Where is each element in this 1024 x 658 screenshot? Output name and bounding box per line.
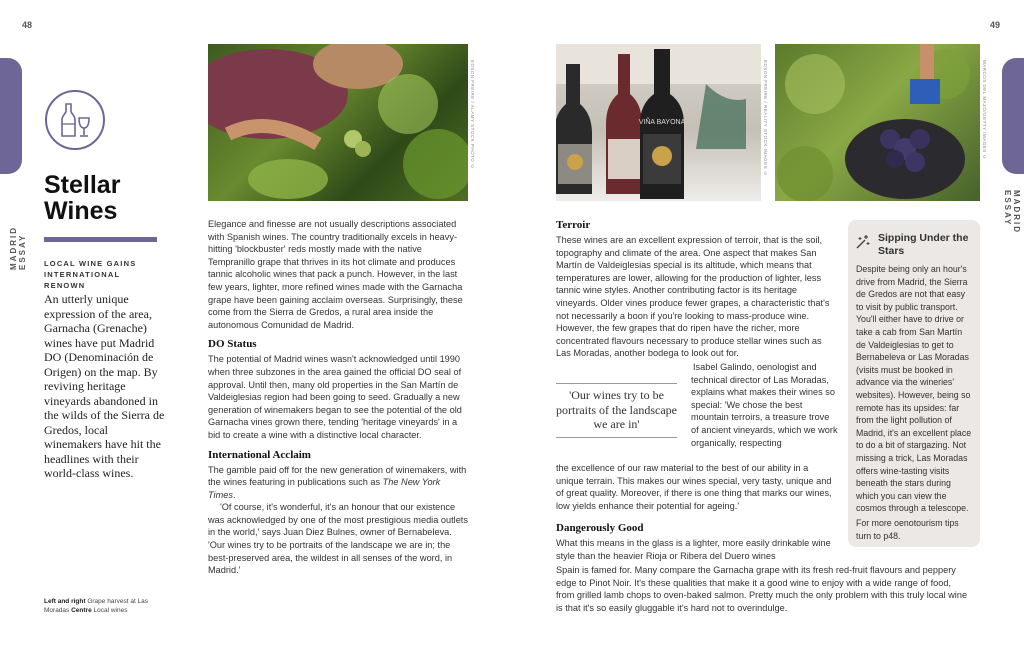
- pull-quote-rule-top: [556, 383, 677, 384]
- col2-paragraph-3b: Spain is famed for. Many compare the Garnacha grape with its fresh red-fruit flavours and peppery edge to Pinot Noir. It's these qualities that make it a good wine to enjoy with a wide range of food, from grilled lamb chops to oven-baked salmon. Pretty much the only problem with this truly local wine is that it's so easily gluggable it's hard not to overindulge.: [556, 565, 968, 613]
- sparkles-icon: [855, 234, 871, 250]
- photo-grape-crate: [775, 44, 980, 201]
- bottle-label-text: VIÑA BAYONA: [638, 119, 686, 126]
- col1-paragraph-1: Elegance and finesse are not usually descriptions associated with Spanish wines. The country traditionally excels in heavy-hitting 'blockbuster' reds mostly made with the native Tempranillo grape that thrives in its hot climate and produces tannic alcoholic wines that pack a punch. However, in the last few years, lighter, more refined wines made with the Garnacha grape have been gaining acclaim overseas. Surprisingly, these come from the Sierra de Gredos, a rural area inside the autonomous Comunidad de Madrid.: [208, 219, 463, 330]
- pull-quote-rule-bottom: [556, 437, 677, 438]
- page-number-right: 49: [990, 20, 1001, 30]
- wine-bottle-glass-icon: [45, 90, 105, 150]
- caption-bold-1: Left and right: [44, 598, 86, 605]
- photo-caption: [44, 597, 174, 615]
- column-1: [208, 218, 470, 577]
- heading-international-acclaim: International Acclaim: [208, 448, 311, 461]
- col2-paragraph-2b: the excellence of our raw material to the best of our ability in a unique terrain. This makes our wines special, very tasty, unique and of great quality. Moreover, if there is one thing that marks our wines, low yields enhance their potential for ageing.': [556, 463, 832, 511]
- sidebar-paragraph-1: Despite being only an hour's drive from Madrid, the Sierra de Gredos are not that easy to visit by public transport. You'll either have to drive or take a cab from San Martín de Valdeiglesias to get to Bernabeleva or Las Moradas (visits must be booked in advance via the wineries' websites). However, being so remote has its upsides: far from the light pollution of Madrid, it's an excellent place to do a bit of stargazing. Not missing a trick, Las Moradas offers wine-tasting visits beneath the stars during which you can view the cosmos through a telescope.: [856, 264, 972, 514]
- col1-p3-end: .: [232, 489, 236, 500]
- photo-grape-harvest: [208, 44, 468, 201]
- sidebar-paragraph-2: For more oenotourism tips turn to p48.: [856, 518, 959, 541]
- section-tab-left: [0, 58, 22, 174]
- photo-wine-bottles: [556, 44, 761, 201]
- col1-paragraph-3: [208, 464, 470, 502]
- heading-dangerously-good: Dangerously Good: [556, 522, 644, 534]
- col1-p3-text: The gamble paid off for the new generation of winemakers, with the wines featuring in publications such as: [208, 464, 467, 488]
- article-title: Stellar Wines: [44, 171, 121, 225]
- sidebar-title: Sipping Under the Stars: [878, 232, 969, 257]
- kicker: LOCAL WINE GAINS INTERNATIONAL RENOWN: [44, 259, 137, 290]
- section-label-right: MADRID ESSAY: [1003, 190, 1021, 234]
- section-tab-right: [1002, 58, 1024, 174]
- intro-text: An utterly unique expression of the area, Garnacha (Grenache) wines have put Madrid DO (Denominación de Origen) on the map. By reviving heritage vineyards abandoned in the wilds of the Sierra de Gredos, local winemakers have hit the headlines with their world-class wines.: [44, 292, 165, 480]
- caption-text-2: Local wines: [91, 607, 128, 614]
- col1-p3-publication: The New York Times: [208, 477, 441, 500]
- section-label-left: MADRID ESSAY: [9, 226, 27, 270]
- heading-do-status: DO Status: [208, 338, 257, 351]
- col2-paragraph-1: These wines are an excellent expression of terroir, that is the soil, topography and climate of the area. One aspect that makes San Martín de Valdeiglesias special is its altitude, which means that temperatures are lower, allowing for the production of lighter, less tannic wine styles. Another contributing factor is its heritage vineyards. Older vines produce fewer grapes, a characteristic that's not necessarily a boon if you're looking to mass-produce wine. However, the few grapes that do ripen have the richer, more concentrated flavours necessary to produce stellar wines such as Las Moradas, another bodega to look out for.: [556, 235, 830, 359]
- caption-text-1: Grape harvest at Las Moradas: [44, 598, 149, 614]
- photo-credit-3: MARCOS DEL MAZO/GETTY IMAGES ©: [982, 60, 987, 161]
- photo-credit-2: EDSON FREIRE / REALITY STOCK IMAGES ©: [763, 60, 768, 177]
- caption-bold-2: Centre: [71, 607, 92, 614]
- photo-credit-1: EDSON FREIRE / ALAMY STOCK PHOTO ©: [470, 60, 475, 170]
- page-number-left: 48: [22, 20, 33, 30]
- pull-quote: 'Our wines try to be portraits of the landscape we are in': [556, 388, 677, 431]
- col2-paragraph-3: What this means in the glass is a lighter, more easily drinkable wine style than the heavier Rioja or Ribera del Duero wines: [556, 538, 831, 561]
- col2-p2-text: Isabel Galindo, oenologist and technical director of Las Moradas, explains what makes their wines so special: 'We chose the best mountain terroirs, a treasure trove of ancient vineyards, which we work organically, respecting: [691, 362, 838, 448]
- column-2: [556, 218, 838, 360]
- col1-paragraph-4: 'Of course, it's wonderful, it's an honour that our existence was acknowledged by one of the most prestigious media outlets in the world,' says Juan Diez Bulnes, owner of Bernabeleva. 'Our wines try to be portraits of the landscape we are in; the best-preserved area, the wildest in all senses of the word, in Madrid.': [208, 502, 468, 576]
- column-2-lower: [556, 521, 838, 562]
- title-rule: [44, 237, 157, 242]
- col1-paragraph-2: The potential of Madrid wines wasn't acknowledged until 1990 when three subzones in the area gained the official DO seal of approval. Until then, many old properties in the San Martín de Valdeiglesias region had been going to seed. Gradually a new generation of winemakers began to see the potential of the old Garnacha vines grown there, tending 'heritage vineyards' in a bid to create a wine with a distinctive local character.: [208, 354, 462, 440]
- heading-terroir: Terroir: [556, 219, 591, 231]
- sidebar-box: [848, 220, 980, 547]
- col2-paragraph-2: [691, 361, 838, 449]
